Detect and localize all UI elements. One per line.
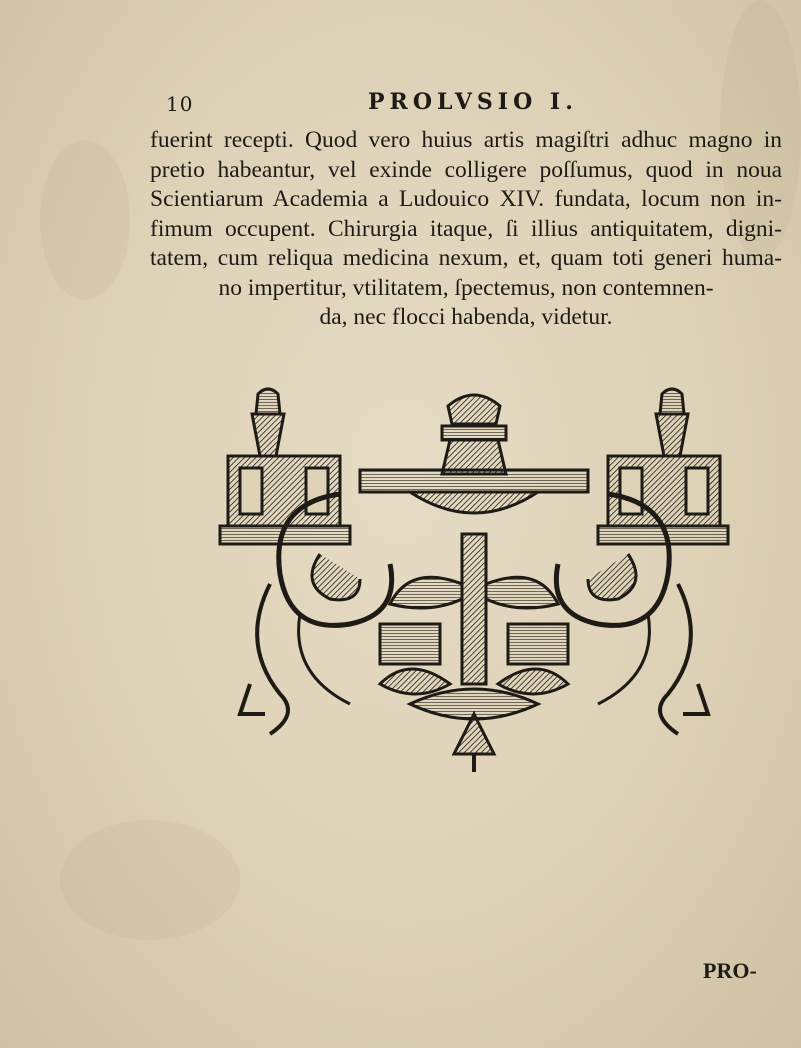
paper-stain [60, 820, 240, 940]
catchword: PRO- [703, 958, 757, 983]
text-line: tatem, cum reliqua medicina nexum, et, quam toti generi huma- [150, 245, 782, 271]
paper-stain [40, 140, 130, 300]
text-line: fimum occupent. Chirurgia itaque, ſi illius antiquitatem, digni- [150, 215, 782, 242]
page-number: 10 [166, 92, 194, 116]
engraved-tailpiece-ornament-icon [210, 384, 738, 772]
text-line: no impertitur, vtilitatem, ſpectemus, non contemnen- [218, 274, 714, 301]
running-head: PROLVSIO I. [368, 89, 578, 115]
text-line: fuerint recepti. Quod vero huius artis magiſtri adhuc magno in [150, 127, 782, 153]
text-line: Scientiarum Academia a Ludouico XIV. fundata, locum non in- [150, 186, 782, 212]
body-text [150, 126, 782, 333]
text-line: pretio habeantur, vel exinde colligere poſſumus, quod in noua [150, 156, 782, 183]
text-line: da, nec flocci habenda, videtur. [319, 304, 613, 330]
